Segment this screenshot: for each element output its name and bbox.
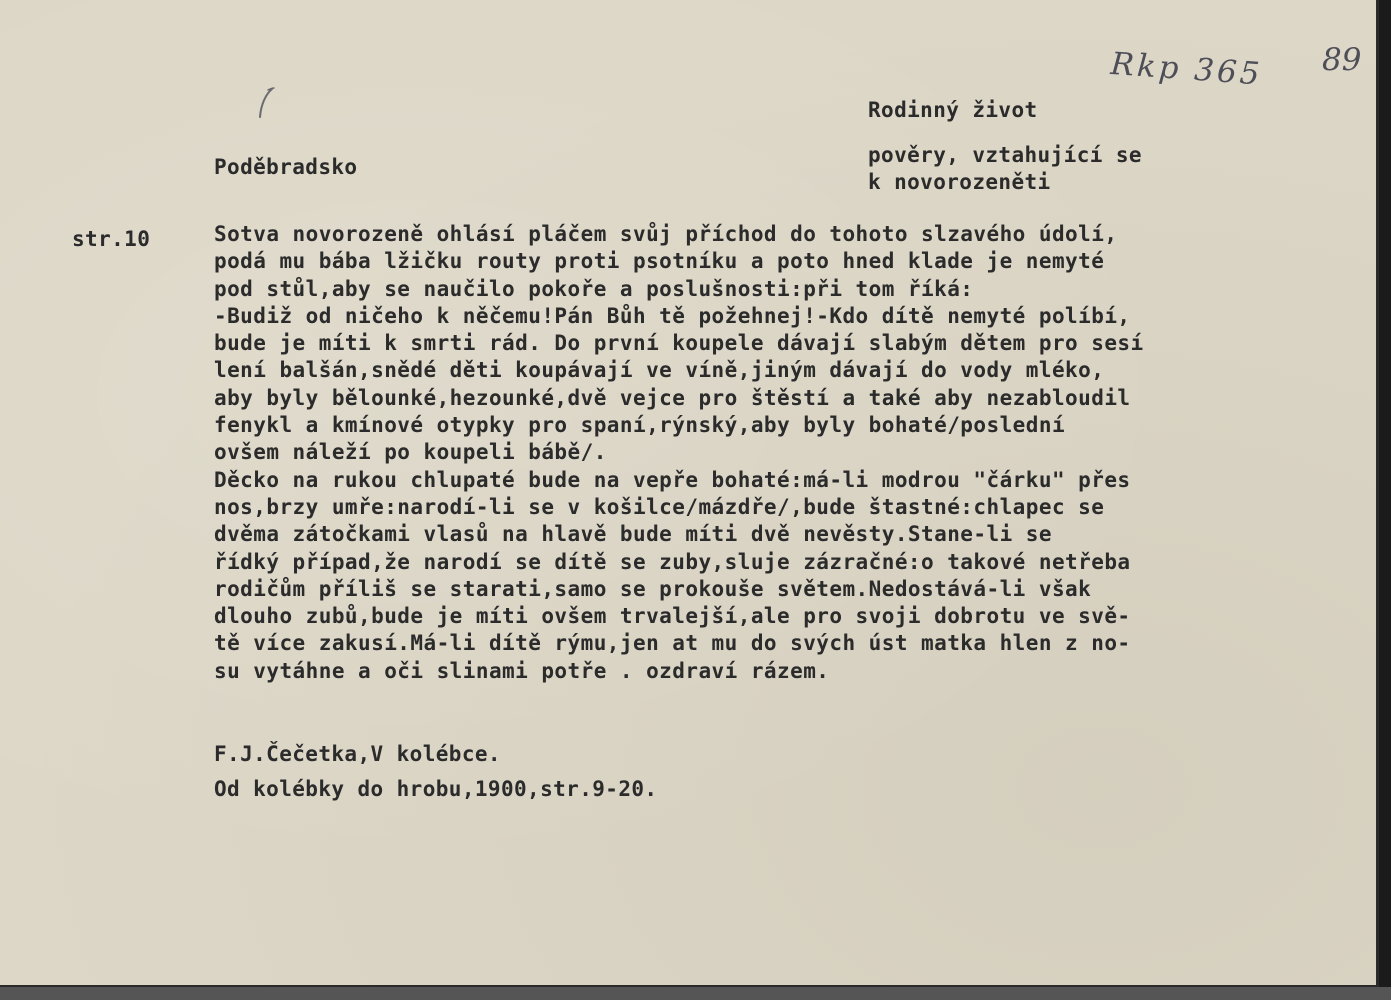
body-line: řídký případ,že narodí se dítě se zuby,sluje zázračné:o takové netřeba xyxy=(214,549,1131,574)
handwritten-mark xyxy=(256,86,276,120)
body-line: lení balšán,snědé děti koupávají ve víně,jiným dávají do vody mléko, xyxy=(214,358,1105,383)
body-line: pod stůl,aby se naučilo pokoře a poslušnosti:při tom říká: xyxy=(214,276,974,301)
body-line: rodičům příliš se starati,samo se prokouše světem.Nedostává-li však xyxy=(214,576,1092,601)
body-line: ovšem náleží po koupeli bábě/. xyxy=(214,440,607,465)
body-line: fenykl a kmínové otypky pro spaní,rýnský,aby byly bohaté/poslední xyxy=(214,413,1066,438)
body-line: nos,brzy umře:narodí-li se v košilce/mázdře/,bude štastné:chlapec se xyxy=(214,494,1105,519)
body-line: bude je míti k smrti rád. Do první koupele dávají slabým dětem pro sesí xyxy=(214,331,1144,356)
reference-line-1: F.J.Čečetka,V kolébce. xyxy=(214,742,501,766)
scan-bottom-edge xyxy=(0,987,1391,1000)
archive-signature: Rkp 365 xyxy=(1109,46,1264,93)
body-line: podá mu bába lžičku routy proti psotníku a poto hned klade je nemyté xyxy=(214,249,1105,274)
body-line: tě více zakusí.Má-li dítě rýmu,jen at mu do svých úst matka hlen z no- xyxy=(214,631,1131,656)
body-line: su vytáhne a oči slinami potře . ozdraví rázem. xyxy=(214,658,830,683)
reference-line-2: Od kolébky do hrobu,1900,str.9-20. xyxy=(214,777,658,801)
bibliographic-reference xyxy=(214,737,657,807)
body-line: Děcko na rukou chlupaté bude na vepře bohaté:má-li modrou "čárku" přes xyxy=(214,467,1131,492)
subject-line-2: k novorozeněti xyxy=(868,170,1051,194)
body-line: aby byly bělounké,hezounké,dvě vejce pro štěstí a také aby nezabloudil xyxy=(214,385,1131,410)
body-line: -Budiž od ničeho k něčemu!Pán Bůh tě požehnej!-Kdo dítě nemyté políbí, xyxy=(214,303,1131,328)
body-line: dlouho zubů,bude je míti ovšem trvalejší,ale pro svoji dobrotu ve svě- xyxy=(214,604,1131,629)
page-reference: str.10 xyxy=(72,227,151,251)
subject-line-1: pověry, vztahující se xyxy=(868,143,1142,167)
body-line: Sotva novorozeně ohlásí pláčem svůj příchod do tohoto slzavého údolí, xyxy=(214,222,1118,246)
body-line: dvěma zátočkami vlasů na hlavě bude míti dvě nevěsty.Stane-li se xyxy=(214,522,1052,547)
archive-number: 89 xyxy=(1322,42,1362,78)
region-label: Poděbradsko xyxy=(214,155,358,179)
category-label: Rodinný život xyxy=(868,98,1038,122)
body-text xyxy=(214,221,1144,685)
